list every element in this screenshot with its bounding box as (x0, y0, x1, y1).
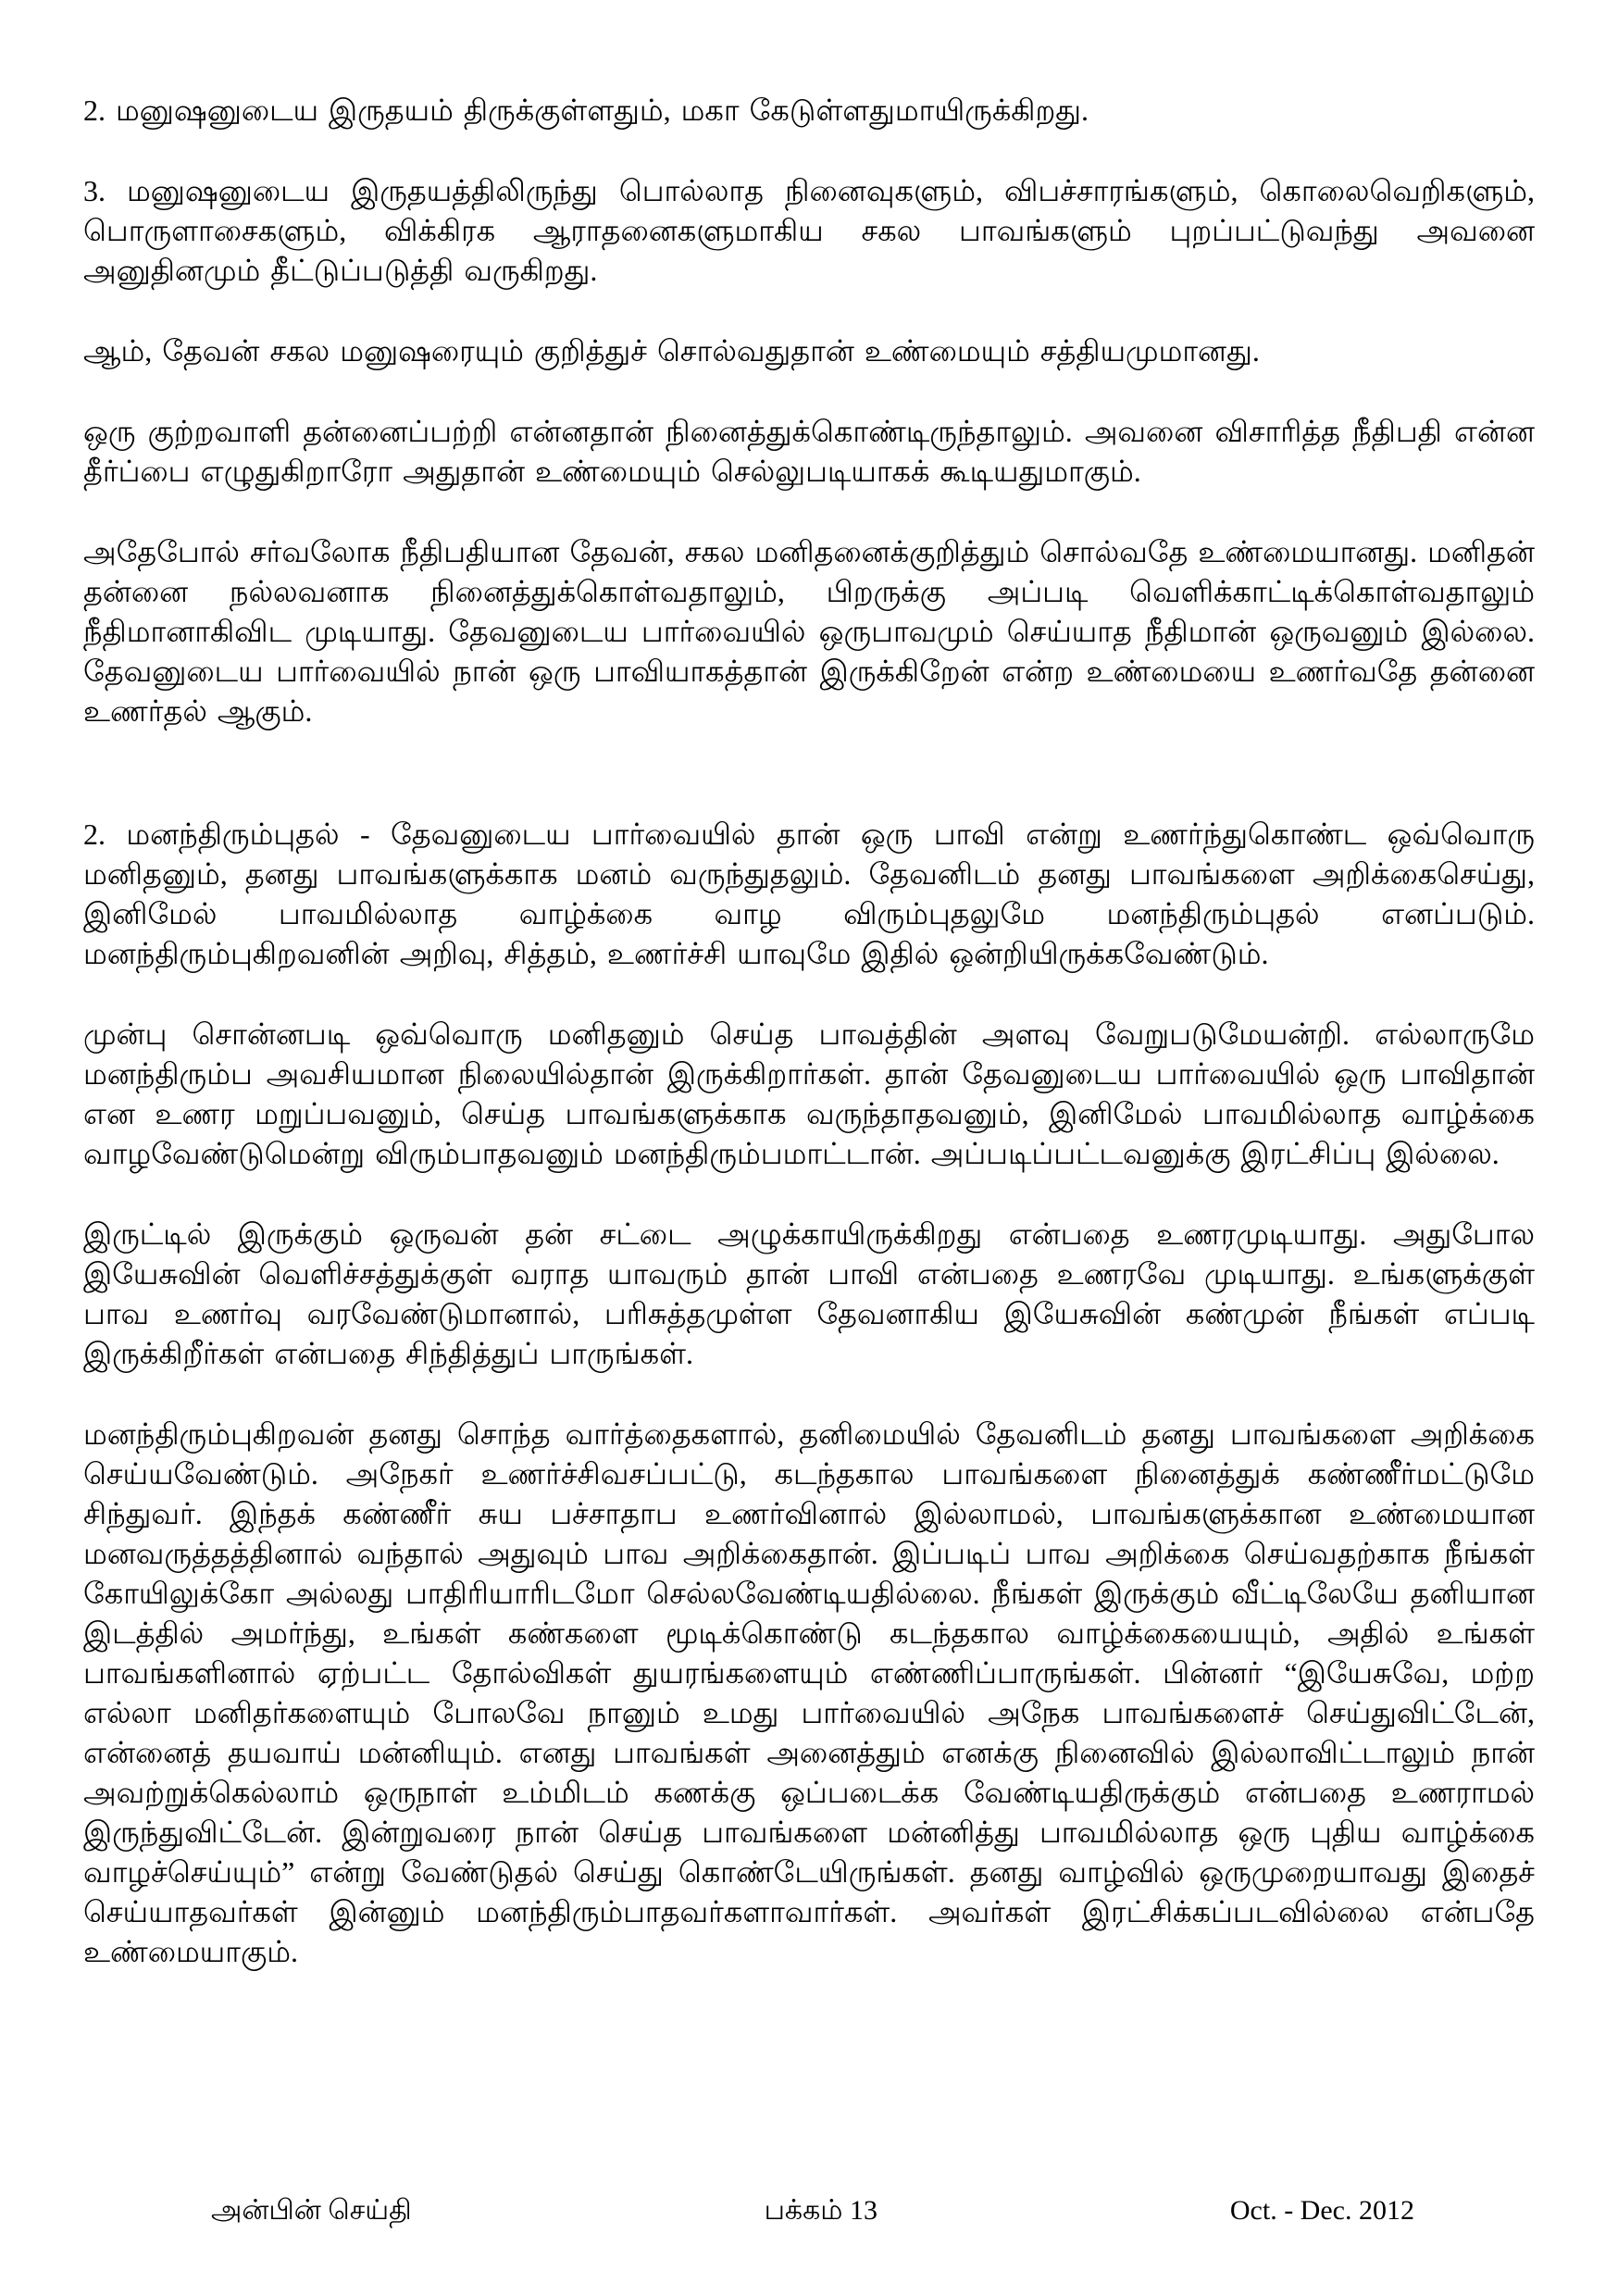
document-body (83, 91, 1535, 2013)
footer-publication-title: அன்பின் செய்தி (211, 2195, 412, 2226)
paragraph-universal-judge: அதேபோல் சர்வலோக நீதிபதியான தேவன், சகல மனிதனைக்குறித்தும் சொல்வதே உண்மையானது. மனிதன் தன்னை நல்லவனாக நினைத்துக்கொள்வதாலும், பிறருக்கு அப்படி வெளிக்காட்டிக்கொள்வதாலும் நீதிமானாகிவிட முடியாது. தேவனுடைய பார்வையில் ஒருபாவமும் செய்யாத நீதிமான் ஒருவனும் இல்லை. தேவனுடைய பார்வையில் நான் ஒரு பாவியாகத்தான் இருக்கிறேன் என்ற உண்மையை உணர்வதே தன்னை உணர்தல் ஆகும். (83, 535, 1535, 728)
footer-issue-date: Oct. - Dec. 2012 (1229, 2195, 1414, 2226)
section-repentance: 2. மனந்திரும்புதல் - தேவனுடைய பார்வையில் தான் ஒரு பாவி என்று உணர்ந்துகொண்ட ஒவ்வொரு மனிதனும், தனது பாவங்களுக்காக மனம் வருந்துதலும். தேவனிடம் தனது பாவங்களை அறிக்கைசெய்து, இனிமேல் பாவமில்லாத வாழ்க்கை வாழ விரும்புதலுமே மனந்திரும்புதல் எனப்படும். மனந்திரும்புகிறவனின் அறிவு, சித்தம், உணர்ச்சி யாவுமே இதில் ஒன்றியிருக்கவேண்டும். (83, 817, 1536, 970)
footer-page-number: பக்கம் 13 (764, 2195, 877, 2226)
paragraph-confession-prayer: மனந்திரும்புகிறவன் தனது சொந்த வார்த்தைகளால், தனிமையில் தேவனிடம் தனது பாவங்களை அறிக்கை செய்யவேண்டும். அநேகர் உணர்ச்சிவசப்பட்டு, கடந்தகால பாவங்களை நினைத்துக் கண்ணீர்மட்டுமே சிந்துவர். இந்தக் கண்ணீர் சுய பச்சாதாப உணர்வினால் இல்லாமல், பாவங்களுக்கான உண்மையான மனவருத்தத்தினால் வந்தால் அதுவும் பாவ அறிக்கைதான். இப்படிப் பாவ அறிக்கை செய்வதற்காக நீங்கள் கோயிலுக்கோ அல்லது பாதிரியாரிடமோ செல்லவேண்டியதில்லை. நீங்கள் இருக்கும் வீட்டிலேயே தனியான இடத்தில் அமர்ந்து, உங்கள் கண்களை மூடிக்கொண்டு கடந்தகால வாழ்க்கையையும், அதில் உங்கள் பாவங்களினால் ஏற்பட்ட தோல்விகள் துயரங்களையும் எண்ணிப்பாருங்கள். பின்னர் “இயேசுவே, மற்ற எல்லா மனிதர்களையும் போலவே நானும் உமது பார்வையில் அநேக பாவங்களைச் செய்துவிட்டேன், என்னைத் தயவாய் மன்னியும். எனது பாவங்கள் அனைத்தும் எனக்கு நினைவில் இல்லாவிட்டாலும் நான் அவற்றுக்கெல்லாம் ஒருநாள் உம்மிடம் கணக்கு ஒப்படைக்க வேண்டியதிருக்கும் என்பதை உணராமல் இருந்துவிட்டேன். இன்றுவரை நான் செய்த பாவங்களை மன்னித்து பாவமில்லாத ஒரு புதிய வாழ்க்கை வாழச்செய்யும்” என்று வேண்டுதல் செய்து கொண்டேயிருங்கள். தனது வாழ்வில் ஒருமுறையாவது இதைச் செய்யாதவர்கள் இன்னும் மனந்திரும்பாதவர்களாவார்கள். அவர்கள் இரட்சிக்கப்படவில்லை என்பதே உண்மையாகும். (83, 1417, 1536, 1968)
verse-paragraph-3: 3. மனுஷனுடைய இருதயத்திலிருந்து பொல்லாத நினைவுகளும், விபச்சாரங்களும், கொலைவெறிகளும், பொருளாசைகளும், விக்கிரக ஆராதனைகளுமாகிய சகல பாவங்களும் புறப்பட்டுவந்து அவனை அனுதினமும் தீட்டுப்படுத்தி வருகிறது. (83, 174, 1535, 287)
page-footer (0, 2192, 1618, 2229)
paragraph-darkness-dirt: இருட்டில் இருக்கும் ஒருவன் தன் சட்டை அழுக்காயிருக்கிறது என்பதை உணரமுடியாது. அதுபோல இயேசுவின் வெளிச்சத்துக்குள் வராத யாவரும் தான் பாவி என்பதை உணரவே முடியாது. உங்களுக்குள் பாவ உணர்வு வரவேண்டுமானால், பரிசுத்தமுள்ள தேவனாகிய இயேசுவின் கண்முன் நீங்கள் எப்படி இருக்கிறீர்கள் என்பதை சிந்தித்துப் பாருங்கள். (83, 1217, 1535, 1370)
paragraph-all-must-repent: முன்பு சொன்னபடி ஒவ்வொரு மனிதனும் செய்த பாவத்தின் அளவு வேறுபடுமேயன்றி. எல்லாருமே மனந்திரும்ப அவசியமான நிலையில்தான் இருக்கிறார்கள். தான் தேவனுடைய பார்வையில் ஒரு பாவிதான் என உணர மறுப்பவனும், செய்த பாவங்களுக்காக வருந்தாதவனும், இனிமேல் பாவமில்லாத வாழ்க்கை வாழவேண்டுமென்று விரும்பாதவனும் மனந்திரும்பமாட்டான். அப்படிப்பட்டவனுக்கு இரட்சிப்பு இல்லை. (83, 1017, 1535, 1170)
verse-paragraph-2: 2. மனுஷனுடைய இருதயம் திருக்குள்ளதும், மகா கேடுள்ளதுமாயிருக்கிறது. (83, 94, 1089, 127)
paragraph-criminal-judge: ஒரு குற்றவாளி தன்னைப்பற்றி என்னதான் நினைத்துக்கொண்டிருந்தாலும். அவனை விசாரித்த நீதிபதி என்ன தீர்ப்பை எழுதுகிறாரோ அதுதான் உண்மையும் செல்லுபடியாகக் கூடியதுமாகும். (83, 415, 1535, 488)
paragraph-gods-truth: ஆம், தேவன் சகல மனுஷரையும் குறித்துச் சொல்வதுதான் உண்மையும் சத்தியமுமானது. (83, 334, 1260, 368)
